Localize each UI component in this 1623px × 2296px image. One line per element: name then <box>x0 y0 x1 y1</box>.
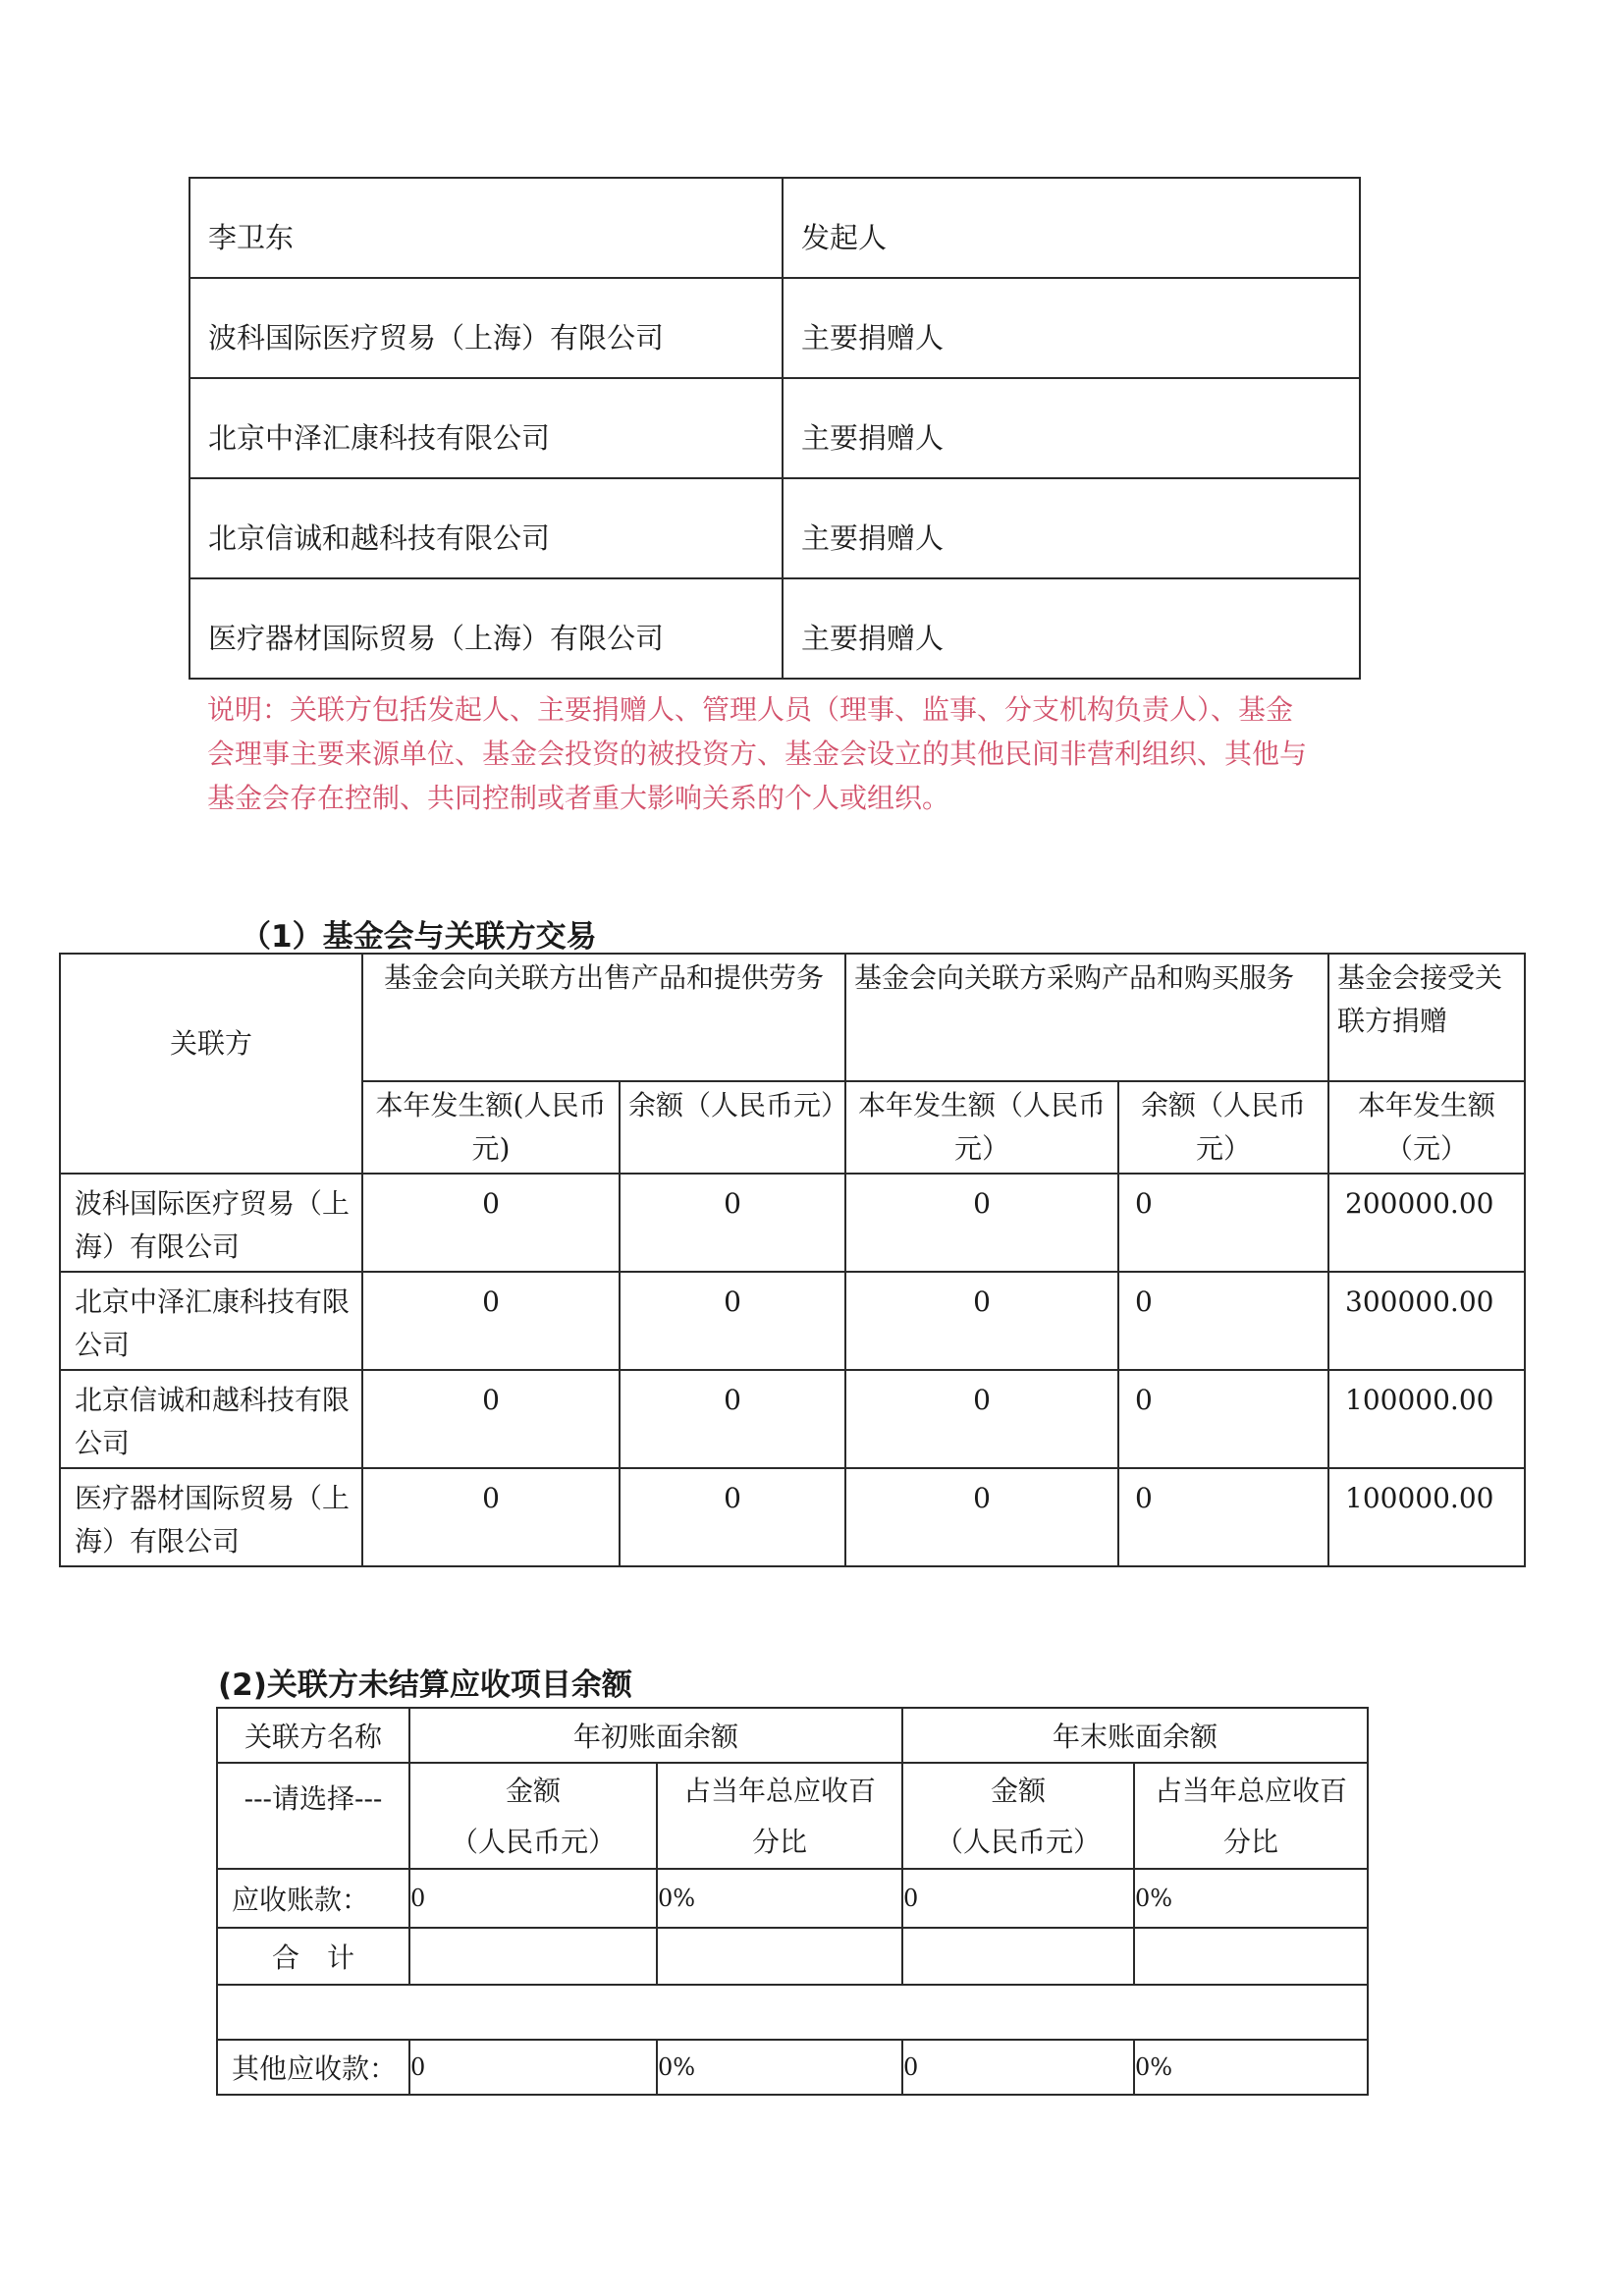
party-relation: 主要捐赠人 <box>783 278 1360 378</box>
row-buy-amount: 0 <box>845 1370 1118 1468</box>
receivables-table <box>216 1707 1369 2096</box>
row-sell-balance: 0 <box>620 1370 845 1468</box>
party-relation: 发起人 <box>783 178 1360 278</box>
header-row <box>217 1708 1368 1763</box>
party-name: 波科国际医疗贸易（上海）有限公司 <box>189 278 783 378</box>
other-receivables-row <box>217 2040 1368 2095</box>
receivables-begin-amount[interactable]: 0 <box>409 1869 657 1928</box>
row-buy-balance: 0 <box>1118 1468 1328 1566</box>
row-sell-balance: 0 <box>620 1174 845 1272</box>
table-row <box>60 1468 1525 1566</box>
header-begin-pct <box>657 1763 902 1869</box>
receivables-label: 应收账款： <box>217 1869 409 1928</box>
total-end-pct[interactable] <box>1134 1928 1368 1985</box>
total-label: 合 计 <box>217 1928 409 1985</box>
table-row <box>60 1174 1525 1272</box>
row-sell-balance: 0 <box>620 1272 845 1370</box>
header-row <box>60 954 1525 1081</box>
header-begin-amount-line1: 金额 <box>505 1775 561 1807</box>
header-end-amount-line2: （人民币元） <box>936 1826 1102 1858</box>
header-end-pct-line1: 占当年总应收百 <box>1155 1775 1348 1807</box>
header-sell-balance: 余额（人民币元） <box>620 1081 845 1174</box>
header-end-amount <box>902 1763 1134 1869</box>
receivables-begin-pct[interactable]: 0% <box>657 1869 902 1928</box>
table-row <box>60 1370 1525 1468</box>
row-sell-balance: 0 <box>620 1468 845 1566</box>
other-end-amount[interactable]: 0 <box>902 2040 1134 2095</box>
row-sell-amount: 0 <box>362 1174 620 1272</box>
header-donation-amount: 本年发生额（元） <box>1328 1081 1525 1174</box>
row-party: 北京信诚和越科技有限公司 <box>60 1370 362 1468</box>
row-party: 医疗器材国际贸易（上海）有限公司 <box>60 1468 362 1566</box>
note-line: 说明：关联方包括发起人、主要捐赠人、管理人员（理事、监事、分支机构负责人）、基金 <box>207 693 1294 726</box>
header-buy-balance: 余额（人民币元） <box>1118 1081 1328 1174</box>
other-receivables-label: 其他应收款： <box>217 2040 409 2095</box>
blank-row <box>217 1985 1368 2040</box>
party-relation: 主要捐赠人 <box>783 578 1360 679</box>
receivables-end-pct[interactable]: 0% <box>1134 1869 1368 1928</box>
row-sell-amount: 0 <box>362 1272 620 1370</box>
party-name: 医疗器材国际贸易（上海）有限公司 <box>189 578 783 679</box>
table-row <box>189 478 1360 578</box>
other-begin-pct[interactable]: 0% <box>657 2040 902 2095</box>
row-sell-amount: 0 <box>362 1468 620 1566</box>
row-buy-balance: 0 <box>1118 1370 1328 1468</box>
section2-title: (2)关联方未结算应收项目余额 <box>218 1667 632 1703</box>
header-party: 关联方 <box>60 954 362 1174</box>
header-end-pct-line2: 分比 <box>1223 1826 1279 1858</box>
row-donation: 200000.00 <box>1328 1174 1525 1272</box>
row-buy-amount: 0 <box>845 1468 1118 1566</box>
header-sell-amount: 本年发生额(人民币元) <box>362 1081 620 1174</box>
header-donation-group: 基金会接受关联方捐赠 <box>1328 954 1525 1081</box>
row-donation: 100000.00 <box>1328 1370 1525 1468</box>
table-row <box>189 278 1360 378</box>
blank-cell <box>217 1985 1368 2040</box>
note-line: 会理事主要来源单位、基金会投资的被投资方、基金会设立的其他民间非营利组织、其他与 <box>207 738 1308 770</box>
table-row <box>189 178 1360 278</box>
section1-title: （1）基金会与关联方交易 <box>241 919 597 955</box>
row-buy-amount: 0 <box>845 1272 1118 1370</box>
row-party: 北京中泽汇康科技有限公司 <box>60 1272 362 1370</box>
party-relation: 主要捐赠人 <box>783 378 1360 478</box>
header-begin-pct-line1: 占当年总应收百 <box>683 1775 877 1807</box>
header-begin-group: 年初账面余额 <box>409 1708 902 1763</box>
header-sell-group: 基金会向关联方出售产品和提供劳务 <box>362 954 845 1081</box>
party-relation: 主要捐赠人 <box>783 478 1360 578</box>
row-buy-balance: 0 <box>1118 1174 1328 1272</box>
header-party-name: 关联方名称 <box>217 1708 409 1763</box>
receivables-end-amount[interactable]: 0 <box>902 1869 1134 1928</box>
party-name: 李卫东 <box>189 178 783 278</box>
row-donation: 300000.00 <box>1328 1272 1525 1370</box>
header-begin-amount <box>409 1763 657 1869</box>
total-begin-pct[interactable] <box>657 1928 902 1985</box>
party-select[interactable]: ---请选择--- <box>217 1763 409 1869</box>
header-buy-group: 基金会向关联方采购产品和购买服务 <box>845 954 1328 1081</box>
total-row <box>217 1928 1368 1985</box>
table-row <box>189 578 1360 679</box>
other-begin-amount[interactable]: 0 <box>409 2040 657 2095</box>
other-end-pct[interactable]: 0% <box>1134 2040 1368 2095</box>
table-row <box>60 1272 1525 1370</box>
total-end-amount[interactable] <box>902 1928 1134 1985</box>
subheader-row <box>217 1763 1368 1869</box>
party-name: 北京中泽汇康科技有限公司 <box>189 378 783 478</box>
row-buy-amount: 0 <box>845 1174 1118 1272</box>
header-begin-pct-line2: 分比 <box>752 1826 808 1858</box>
header-end-group: 年末账面余额 <box>902 1708 1368 1763</box>
row-party: 波科国际医疗贸易（上海）有限公司 <box>60 1174 362 1272</box>
row-buy-balance: 0 <box>1118 1272 1328 1370</box>
party-name: 北京信诚和越科技有限公司 <box>189 478 783 578</box>
receivables-row <box>217 1869 1368 1928</box>
header-begin-amount-line2: （人民币元） <box>450 1826 616 1858</box>
note-line: 基金会存在控制、共同控制或者重大影响关系的个人或组织。 <box>207 782 950 814</box>
row-donation: 100000.00 <box>1328 1468 1525 1566</box>
header-buy-amount: 本年发生额（人民币元） <box>845 1081 1118 1174</box>
header-end-pct <box>1134 1763 1368 1869</box>
related-parties-table <box>189 177 1361 680</box>
transactions-table <box>59 953 1526 1567</box>
header-end-amount-line1: 金额 <box>991 1775 1047 1807</box>
table-row <box>189 378 1360 478</box>
explanation-note <box>207 687 1366 820</box>
total-begin-amount[interactable] <box>409 1928 657 1985</box>
row-sell-amount: 0 <box>362 1370 620 1468</box>
